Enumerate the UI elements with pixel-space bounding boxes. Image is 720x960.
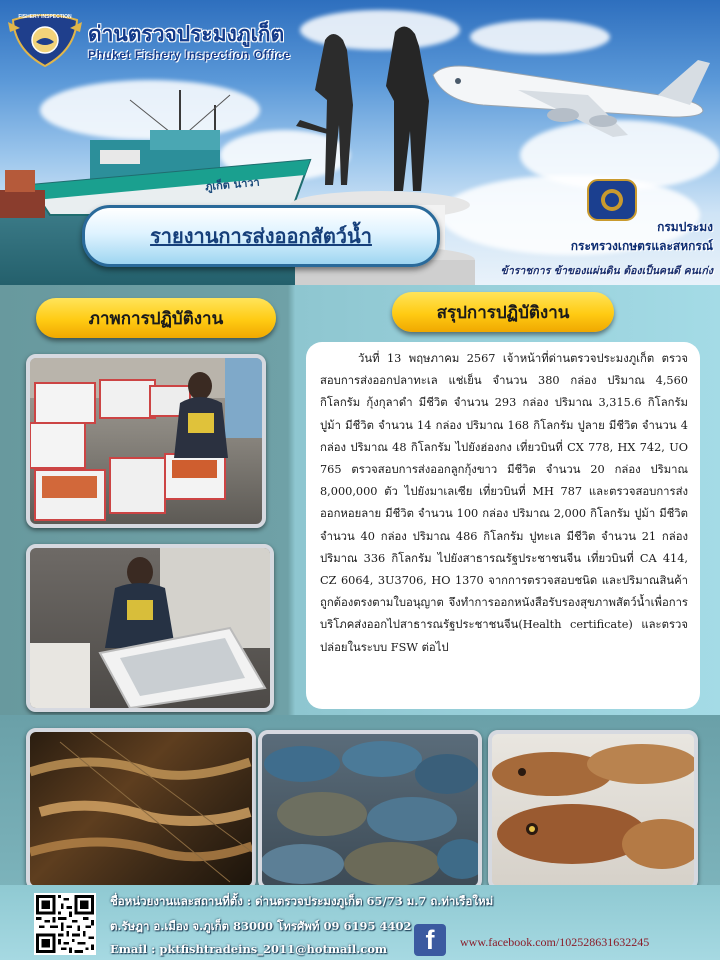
grouper-fish-photo xyxy=(488,730,698,890)
airplane xyxy=(428,55,718,145)
qr-code-icon[interactable] xyxy=(34,893,96,955)
shrimp-photo xyxy=(26,728,256,890)
fishery-inspection-emblem-icon xyxy=(8,12,82,68)
footer-address-line-1: ชื่อหน่วยงานและสถานที่ตั้ง : ด่านตรวจประมงภูเก็ต 65/73 ม.7 ถ.ท่าเรือใหม่ xyxy=(110,894,494,908)
inspection-boxes-illustration xyxy=(30,358,262,524)
organization-name-english: Phuket Fishery Inspection Office xyxy=(88,48,291,62)
report-title-banner xyxy=(82,205,440,267)
inspection-photo-boxes xyxy=(26,354,266,528)
shrimp-illustration xyxy=(30,732,252,886)
facebook-icon-glyph: f xyxy=(425,925,435,955)
crabs-illustration xyxy=(262,734,478,886)
work-summary-text: วันที่ 13 พฤษภาคม 2567 เจ้าหน้าที่ด่านตรวจประมงภูเก็ต ตรวจสอบการส่งออกปลาทะเล แช่เย็น จำนวน 380 กล่อง ปริมาณ 4,560 กิโลกรัม กุ้งกุลาดำ มีชีวิต จำนวน 293 กล่อง ปริมาณ 3,315.6 กิโลกรัม ปูม้า มีชีวิต จำนวน 14 กล่อง ปริมาณ 168 กิโลกรัม ปูลาย มีชีวิต จำนวน 4 กล่อง ปริมาณ 48 กิโลกรัม ไปยังฮ่องกง เที่ยวบินที่ CX 778, HX 742, UO 765 ตรวจสอบการส่งออกลูกกุ้งขาว มีชีวิต จำนวน 20 กล่อง ปริมาณ 8,000,000 ตัว ไปยังมาเลเซีย เที่ยวบินที่ MH 787 และตรวจสอบการส่งออกหอยลาย มีชีวิต จำนวน 100 กล่อง ปริมาณ 2,000 กิโลกรัม ปูม้า มีชีวิต จำนวน 40 กล่อง ปริมาณ 486 กิโลกรัม ปูทะเล มีชีวิต จำนวน 21 กล่อง ปริมาณ 336 กิโลกรัม ไปยังสาธารณรัฐประชาชนจีน เที่ยวบินที่ CA 414, CZ 6064, 3U3706, HO 1370 จากการตรวจสอบชนิด และปริมาณสินค้าถูกต้องตรงตามใบอนุญาต จึงทำการออกหนังสือรับรองสุขภาพสัตว์น้ำเพื่อการบริโภคส่งออกไปสาธารณรัฐประชาชนจีน(Health certificate) และตรวจปล่อยในระบบ FSW ต่อไป xyxy=(320,352,688,654)
facebook-page-link[interactable]: www.facebook.com/102528631632245 xyxy=(460,935,650,949)
report-title: รายงานการส่งออกสัตว์น้ำ xyxy=(150,224,372,248)
facebook-icon[interactable] xyxy=(414,924,446,956)
department-name: กรมประมง xyxy=(657,220,713,234)
activity-photos-label: ภาพการปฏิบัติงาน xyxy=(36,298,276,338)
work-summary-box xyxy=(306,342,700,709)
officer-crate-illustration xyxy=(30,548,270,708)
header-banner xyxy=(0,0,720,285)
crabs-photo xyxy=(258,730,482,890)
civil-servant-motto: ข้าราชการ ข้าของแผ่นดิน ต้องเป็นคนดี คนเก่ง xyxy=(500,265,713,277)
work-summary-label: สรุปการปฏิบัติงาน xyxy=(392,292,614,332)
emblem-caption: FISHERY INSPECTION xyxy=(18,14,72,20)
footer-address-line-2: ต.รัษฎา อ.เมือง จ.ภูเก็ต 83000 โทรศัพท์ 09 6195 4402 xyxy=(110,919,412,933)
footer-email[interactable]: Email : pktfishtradeins_2011@hotmail.com xyxy=(110,942,388,956)
boat-name-label: ภูเก็ต นาวา xyxy=(204,175,261,194)
organization-name-thai: ด่านตรวจประมงภูเก็ต xyxy=(88,22,285,46)
grouper-fish-illustration xyxy=(492,734,694,886)
inspection-photo-officer xyxy=(26,544,274,712)
department-of-fisheries-emblem-icon xyxy=(586,178,638,222)
department-block xyxy=(488,218,713,279)
ministry-name: กระทรวงเกษตรและสหกรณ์ xyxy=(570,239,713,253)
